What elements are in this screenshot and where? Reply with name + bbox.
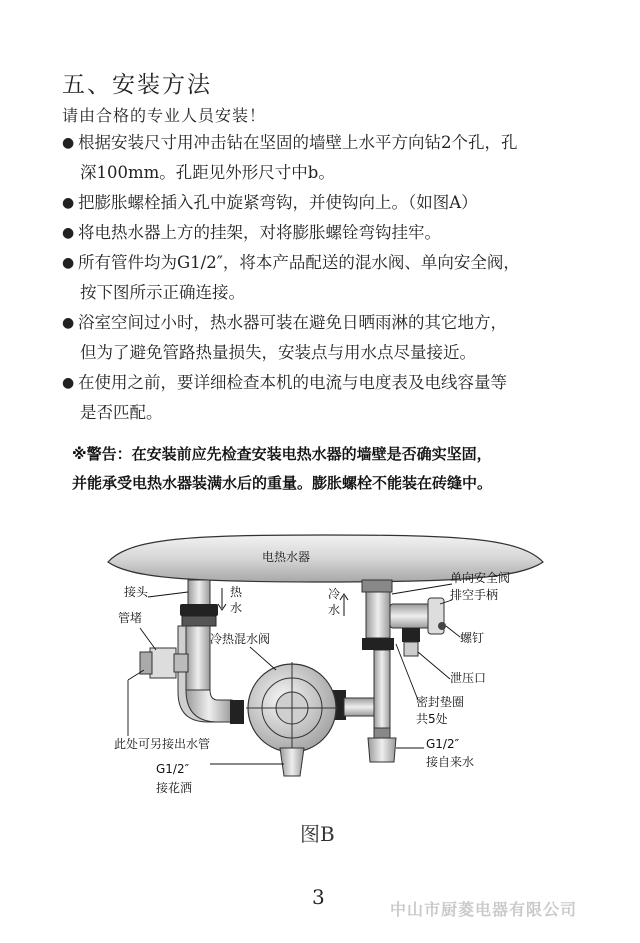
- plug-connector: [174, 654, 188, 672]
- page-number: 3: [312, 885, 325, 909]
- cold-arrow: [340, 594, 348, 616]
- hot-water-label-2: 水: [230, 601, 243, 615]
- cold-water-label-1: 冷: [328, 587, 341, 601]
- g-left-label: G1/2″: [156, 762, 190, 776]
- shower-outlet: [280, 748, 304, 776]
- instruction-item-3: [62, 218, 602, 248]
- bullet-icon: ●: [62, 195, 75, 211]
- bullet-icon: ●: [62, 315, 75, 331]
- mixing-valve-label: 冷热混水阀: [210, 632, 271, 646]
- instruction-text: 浴室空间过小时，热水器可装在避免日晒雨淋的其它地方，: [78, 313, 507, 332]
- instruction-text: 在使用之前，要详细检查本机的电流与电度表及电线容量等: [78, 373, 507, 392]
- section-title: 五、安装方法: [62, 72, 212, 98]
- plug-body: [150, 648, 176, 678]
- instruction-text-cont: 但为了避免管路热量损失，安装点与用水点尽量接近。: [80, 343, 476, 362]
- five-places-label: 共5处: [416, 712, 448, 726]
- instruction-item-4: [62, 248, 602, 308]
- heater-label: 电热水器: [262, 550, 311, 564]
- warning-line-1: ※警告：在安装前应先检查安装电热水器的墙壁是否确实坚固，: [72, 445, 492, 463]
- hot-pipe-top: [188, 580, 210, 608]
- instruction-text: 把膨胀螺栓插入孔中旋紧弯钩，并使钩向上。（如图A）: [78, 193, 478, 212]
- relief-port-label: 泄压口: [450, 671, 487, 685]
- bullet-icon: ●: [62, 255, 75, 271]
- relief-port: [404, 642, 418, 656]
- instruction-item-5: [62, 308, 602, 368]
- figure-caption: 图B: [300, 822, 335, 846]
- drain-handle-label: 排空手柄: [450, 588, 499, 602]
- instruction-item-6: [62, 368, 602, 428]
- relief-port-nut: [402, 628, 420, 642]
- hot-water-label-1: 热: [230, 585, 243, 599]
- seal-gasket-label: 密封垫圈: [416, 695, 465, 709]
- tap-water-label: 接自来水: [426, 755, 475, 769]
- hot-arrow: [218, 588, 226, 610]
- hot-pipe-nut: [180, 604, 218, 616]
- safety-valve-label: 单向安全阀: [450, 571, 511, 585]
- safety-valve-body: [366, 592, 390, 638]
- bullet-icon: ●: [62, 225, 75, 241]
- section-subtitle: 请由合格的专业人员安装！: [62, 106, 267, 125]
- tap-water-inlet: [368, 738, 396, 762]
- instruction-text-cont: 按下图所示正确连接。: [80, 283, 245, 302]
- hot-pipe-vertical: [186, 626, 210, 692]
- plug-label: 管堵: [118, 611, 143, 625]
- warning-block: [72, 440, 592, 498]
- joint-label: 接头: [124, 585, 149, 599]
- instruction-list: [62, 128, 602, 428]
- instruction-item-2: [62, 188, 602, 218]
- mix-valve-nut-left: [230, 700, 244, 724]
- safety-valve-seal: [362, 638, 394, 650]
- safety-valve-side: [390, 604, 430, 628]
- shower-label: 接花洒: [156, 781, 193, 795]
- instruction-text: 根据安装尺寸用冲击钻在坚固的墙壁上水平方向钻2个孔，孔: [78, 133, 518, 152]
- installation-diagram: [100, 530, 550, 805]
- instruction-text: 所有管件均为G1/2″，将本产品配送的混水阀、单向安全阀，: [78, 253, 520, 272]
- safety-valve-top-nut: [362, 580, 392, 592]
- bullet-icon: ●: [62, 135, 75, 151]
- instruction-text-cont: 深100mm。孔距见外形尺寸中b。: [80, 163, 335, 182]
- cold-pipe-lower: [374, 728, 390, 738]
- cold-water-label-2: 水: [328, 603, 341, 617]
- instruction-text: 将电热水器上方的挂架，对将膨胀螺铨弯钩挂牢。: [78, 223, 441, 242]
- screw: [438, 622, 446, 630]
- company-watermark: 中山市厨菱电器有限公司: [390, 900, 578, 919]
- g-right-label: G1/2″: [426, 737, 460, 751]
- extra-outlet-label: 此处可另接出水管: [114, 737, 211, 751]
- cold-pipe-vertical: [374, 650, 390, 730]
- bullet-icon: ●: [62, 375, 75, 391]
- screw-label: 螺钉: [460, 631, 485, 645]
- warning-line-2: 并能承受电热水器装满水后的重量。膨胀螺栓不能装在砖缝中。: [72, 474, 493, 492]
- hot-pipe-nut-2: [182, 616, 216, 626]
- instruction-text-cont: 是否匹配。: [80, 403, 163, 422]
- instruction-item-1: [62, 128, 602, 188]
- plug-nut: [140, 652, 152, 674]
